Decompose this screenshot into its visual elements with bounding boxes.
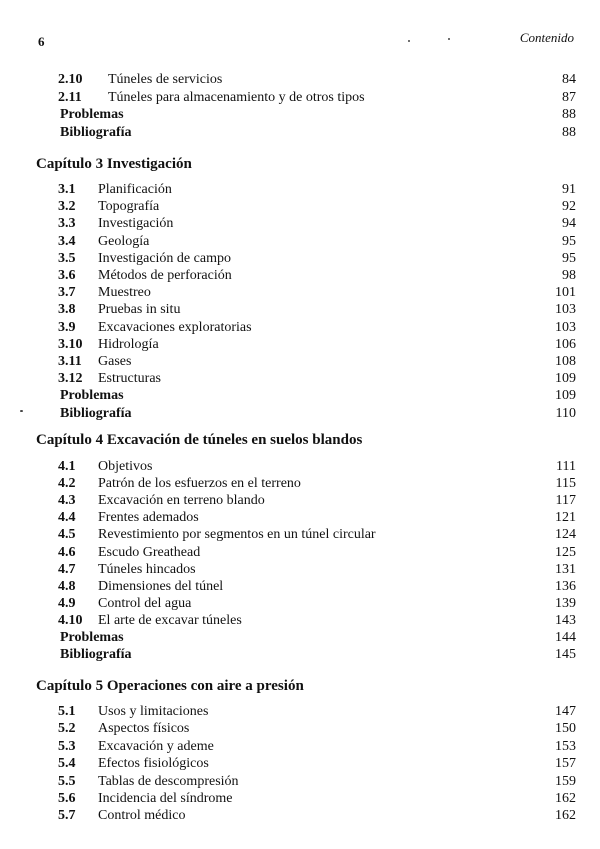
- toc-entry: [0, 405, 600, 422]
- section-number: 4.10: [58, 612, 83, 628]
- section-title: Problemas: [60, 107, 124, 122]
- section-number: 3.4: [58, 233, 76, 249]
- page-reference: 159: [555, 773, 576, 789]
- toc-entry: [0, 720, 600, 737]
- section-number: 2.10: [58, 72, 83, 87]
- section-title: Excavación en terreno blando: [98, 493, 265, 509]
- toc-entry: [0, 124, 600, 141]
- toc-entry: [0, 319, 600, 336]
- section-title: Incidencia del síndrome: [98, 791, 233, 806]
- section-title: Gases: [98, 354, 132, 369]
- section-number: 3.5: [58, 250, 76, 266]
- page-reference: 131: [555, 561, 576, 577]
- section-title: El arte de excavar túneles: [98, 612, 242, 628]
- section-title: Excavaciones exploratorias: [98, 319, 252, 335]
- section-title: Dimensiones del túnel: [98, 578, 224, 594]
- section-number: 3.9: [58, 319, 76, 335]
- toc-entry: [0, 267, 600, 284]
- section-number: 5.3: [58, 738, 76, 754]
- page-number: 6: [38, 34, 45, 49]
- page-reference: 147: [555, 704, 576, 719]
- section-title: Excavación y ademe: [98, 738, 214, 754]
- section-title: Topografía: [98, 199, 160, 215]
- page-reference: 95: [562, 233, 576, 249]
- page-reference: 106: [555, 336, 576, 352]
- section-title: Geología: [98, 233, 150, 249]
- section-title: Bibliografía: [60, 405, 132, 421]
- page-reference: 88: [562, 107, 576, 122]
- section-number: 5.6: [58, 791, 76, 806]
- page-reference: 143: [555, 612, 576, 628]
- section-number: 4.8: [58, 578, 76, 594]
- section-title: Investigación: [98, 216, 174, 232]
- toc-entry: [0, 387, 600, 404]
- page-reference: 103: [555, 302, 576, 318]
- toc-entry: [0, 198, 600, 215]
- toc-entry: [0, 492, 600, 509]
- section-title: Muestreo: [98, 285, 151, 301]
- toc-entry: [0, 561, 600, 578]
- page-reference: 124: [555, 527, 576, 543]
- section-title: Túneles hincados: [98, 561, 196, 577]
- section-number: 3.8: [58, 302, 76, 318]
- page-reference: 108: [555, 354, 576, 369]
- toc-entry: [0, 738, 600, 755]
- section-number: 3.6: [58, 268, 76, 283]
- page-reference: 88: [562, 124, 576, 140]
- page-reference: 125: [555, 544, 576, 560]
- toc-entry: [0, 336, 600, 353]
- toc-entry: [0, 106, 600, 123]
- section-number: 3.2: [58, 199, 76, 215]
- section-title: Métodos de perforación: [98, 268, 232, 283]
- chapter-4-heading: Capítulo 4 Excavación de túneles en suelos blandos: [36, 432, 363, 448]
- section-number: 5.4: [58, 756, 76, 772]
- page-reference: 121: [555, 510, 576, 526]
- page-reference: 150: [555, 721, 576, 737]
- toc-entry: [0, 250, 600, 267]
- page-reference: 139: [555, 595, 576, 611]
- section-title: Estructuras: [98, 371, 161, 387]
- page-reference: 110: [555, 405, 576, 421]
- section-number: 3.12: [58, 371, 83, 387]
- page-reference: 145: [555, 647, 576, 663]
- section-number: 4.3: [58, 493, 76, 509]
- page-reference: 95: [562, 250, 576, 266]
- section-number: 3.11: [58, 354, 82, 369]
- section-number: 3.7: [58, 285, 76, 301]
- section-number: 5.5: [58, 773, 76, 789]
- toc-entry: [0, 790, 600, 807]
- toc-entry: [0, 612, 600, 629]
- page-reference: 101: [555, 285, 576, 301]
- section-number: 3.1: [58, 182, 76, 197]
- section-title: Usos y limitaciones: [98, 704, 209, 719]
- page-reference: 111: [556, 459, 576, 474]
- section-title: Escudo Greathead: [98, 544, 201, 560]
- section-number: 5.2: [58, 721, 76, 737]
- toc-entry: [0, 629, 600, 646]
- toc-entry: [0, 284, 600, 301]
- page-reference: 98: [562, 268, 576, 283]
- page-reference: 144: [555, 630, 576, 645]
- page-reference: 91: [562, 182, 576, 197]
- page-reference: 153: [555, 738, 576, 754]
- toc-entry: [0, 370, 600, 387]
- section-title: Pruebas in situ: [98, 302, 181, 318]
- toc-entry: [0, 509, 600, 526]
- section-number: 3.3: [58, 216, 76, 232]
- section-title: Bibliografía: [60, 124, 132, 140]
- page-reference: 136: [555, 578, 576, 594]
- toc-entry: [0, 71, 600, 88]
- toc-entry: [0, 475, 600, 492]
- chapter-3-heading: Capítulo 3 Investigación: [36, 156, 192, 172]
- section-title: Objetivos: [98, 459, 153, 474]
- chapter-5-heading: Capítulo 5 Operaciones con aire a presión: [36, 678, 304, 694]
- page-reference: 109: [555, 371, 576, 387]
- toc-entry: [0, 595, 600, 612]
- toc-entry: [0, 703, 600, 720]
- section-title: Patrón de los esfuerzos en el terreno: [98, 476, 301, 492]
- section-title: Control del agua: [98, 595, 192, 611]
- page-reference: 115: [555, 476, 576, 492]
- toc-entry: [0, 646, 600, 663]
- section-title: Aspectos físicos: [98, 721, 190, 737]
- page-reference: 87: [562, 89, 576, 105]
- section-title: Revestimiento por segmentos en un túnel circular: [98, 527, 376, 543]
- page-reference: 103: [555, 319, 576, 335]
- toc-entry: [0, 301, 600, 318]
- section-title: Efectos fisiológicos: [98, 756, 209, 772]
- section-number: 5.7: [58, 808, 76, 824]
- toc-entry: [0, 526, 600, 543]
- page-reference: 157: [555, 756, 576, 772]
- toc-entry: [0, 578, 600, 595]
- section-number: 4.7: [58, 561, 76, 577]
- section-title: Túneles para almacenamiento y de otros tipos: [108, 89, 365, 105]
- section-title: Bibliografía: [60, 647, 132, 663]
- page-reference: 162: [555, 791, 576, 806]
- section-number: 4.2: [58, 476, 76, 492]
- print-speck: [408, 40, 410, 42]
- section-number: 4.9: [58, 595, 76, 611]
- section-title: Planificación: [98, 182, 172, 197]
- page-reference: 117: [555, 493, 576, 509]
- toc-entry: [0, 773, 600, 790]
- page-reference: 84: [562, 72, 576, 87]
- toc-entry: [0, 215, 600, 232]
- toc-entry: [0, 807, 600, 824]
- section-number: 4.4: [58, 510, 76, 526]
- section-title: Problemas: [60, 630, 124, 645]
- print-speck: [448, 38, 450, 40]
- page-reference: 109: [555, 388, 576, 404]
- toc-entry: [0, 353, 600, 370]
- section-title: Control médico: [98, 808, 186, 824]
- toc-entry: [0, 755, 600, 772]
- section-title: Frentes ademados: [98, 510, 199, 526]
- section-title: Tablas de descompresión: [98, 773, 239, 789]
- section-title: Problemas: [60, 388, 124, 404]
- toc-entry: [0, 233, 600, 250]
- toc-entry: [0, 89, 600, 106]
- section-number: 4.1: [58, 459, 76, 474]
- section-title: Investigación de campo: [98, 250, 231, 266]
- section-title: Túneles de servicios: [108, 72, 223, 87]
- section-number: 4.5: [58, 527, 76, 543]
- toc-entry: [0, 181, 600, 198]
- running-header: Contenido: [519, 30, 574, 45]
- section-number: 5.1: [58, 704, 76, 719]
- page-reference: 92: [562, 199, 576, 215]
- page-reference: 94: [562, 216, 576, 232]
- section-title: Hidrología: [98, 336, 159, 352]
- page-reference: 162: [555, 808, 576, 824]
- toc-entry: [0, 544, 600, 561]
- section-number: 2.11: [58, 89, 82, 105]
- section-number: 4.6: [58, 544, 76, 560]
- section-number: 3.10: [58, 336, 83, 352]
- toc-entry: [0, 458, 600, 475]
